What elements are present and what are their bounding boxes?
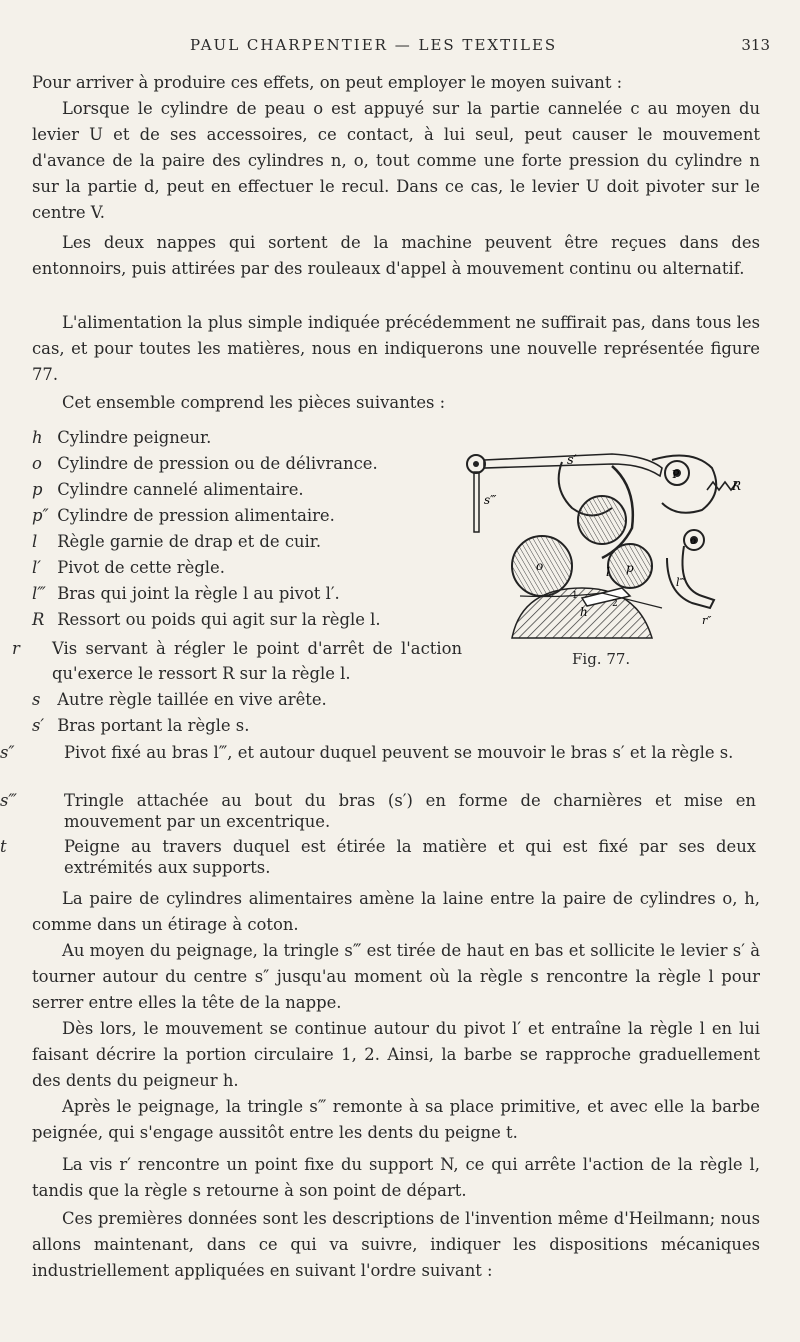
legend-item — [12, 636, 462, 686]
legend-symbol: s′ — [32, 716, 45, 735]
cylinder-upper — [578, 496, 626, 544]
legend-symbol: r — [12, 639, 20, 658]
fig-label-p-upper: P — [672, 468, 680, 481]
legend-symbol: p — [32, 480, 43, 499]
legend-item — [32, 610, 462, 629]
fig-label-l: l — [606, 565, 610, 579]
legend-item — [0, 742, 756, 763]
legend-symbol: R — [32, 610, 45, 629]
paragraph-intro: Pour arriver à produire ces effets, on peut employer le moyen suivant : — [32, 73, 623, 92]
legend-item — [32, 584, 462, 603]
legend-text: Cylindre cannelé alimentaire. — [57, 480, 304, 499]
legend-text: Cylindre de pression ou de délivrance. — [57, 454, 378, 473]
legend-text: Ressort ou poids qui agit sur la règle l. — [57, 610, 381, 629]
legend-text: Bras qui joint la règle l au pivot l′. — [57, 584, 340, 603]
paragraph-mouvement: Dès lors, le mouvement se continue autour du pivot l′ et entraîne la règle l en lui faisant décrire la portion circulaire 1, 2. Ainsi, la barbe se rapproche graduellement des dents du peigneur h. — [32, 1019, 760, 1090]
paragraph-ensemble: Cet ensemble comprend les pièces suivantes : — [62, 393, 446, 412]
page-header — [0, 36, 800, 60]
paragraph-cylindres-alimentaires: La paire de cylindres alimentaires amène la laine entre la paire de cylindres o, h, comme dans un étirage à coton. — [32, 889, 760, 934]
paragraph-nappes: Les deux nappes qui sortent de la machine peuvent être reçues dans des entonnoirs, puis attirées par des rouleaux d'appel à mouvement continu ou alternatif. — [32, 233, 760, 278]
figure-caption: Fig. 77. — [572, 650, 631, 668]
paragraph-apres-peignage: Après le peignage, la tringle s‴ remonte à sa place primitive, et avec elle la barbe peignée, qui s'engage aussitôt entre les dents du peigne t. — [32, 1097, 760, 1142]
legend-text: Peigne au travers duquel est étirée la matière et qui est fixé par ses deux extrémités aux supports. — [64, 837, 756, 877]
paragraph-vis: La vis r′ rencontre un point fixe du support N, ce qui arrête l'action de la règle l, tandis que la règle s retourne à son point de départ. — [32, 1155, 760, 1200]
legend-text: Autre règle taillée en vive arête. — [57, 690, 327, 709]
fig-label-r: r″ — [702, 614, 712, 627]
legend-symbol: s‴ — [0, 791, 17, 810]
fig-label-2: 2 — [612, 599, 618, 609]
legend-symbol: s″ — [0, 743, 15, 762]
legend-item — [32, 428, 462, 447]
legend-text: Pivot fixé au bras l‴, et autour duquel peuvent se mouvoir le bras s′ et la règle s. — [64, 743, 734, 762]
legend-text: Bras portant la règle s. — [57, 716, 250, 735]
legend-item — [32, 506, 462, 525]
legend-text: Cylindre de pression alimentaire. — [57, 506, 335, 525]
fig-label-s-prime: s′ — [567, 453, 577, 468]
legend-symbol: l′ — [32, 558, 41, 577]
legend-item — [0, 790, 756, 832]
legend-text: Cylindre peigneur. — [57, 428, 212, 447]
fig-label-s-triple: s‴ — [484, 493, 497, 507]
fig-label-l-triple: l‴ — [676, 576, 686, 589]
legend-item — [0, 836, 756, 878]
page-number: 313 — [741, 36, 770, 54]
legend-text: Pivot de cette règle. — [57, 558, 225, 577]
legend-text: Vis servant à régler le point d'arrêt de l'action qu'exerce le ressort R sur la règle l. — [52, 639, 462, 683]
legend-symbol: l‴ — [32, 584, 46, 603]
legend-item — [32, 454, 462, 473]
legend-item — [32, 558, 462, 577]
legend-symbol: l — [32, 532, 38, 551]
legend-symbol: t — [0, 837, 7, 856]
legend-item — [32, 480, 462, 499]
legend-item — [32, 690, 756, 709]
legend-item — [32, 716, 756, 735]
legend-text: Règle garnie de drap et de cuir. — [57, 532, 322, 551]
paragraph-cylindre: Lorsque le cylindre de peau o est appuyé sur la partie cannelée c au moyen du levier U et de ses accessoires, ce contact, à lui seul, peut causer le mouvement d'avance de la paire des cylindres n, o, tout comme une forte pression du cylindre n sur la partie d, peut en effectuer le recul. Dans ce cas, le levier U doit pivoter sur le centre V. — [32, 99, 760, 222]
paragraph-peignage: Au moyen du peignage, la tringle s‴ est tirée de haut en bas et sollicite le levier s′ à tourner autour du centre s″ jusqu'au moment où la règle s rencontre la règle l pour serrer entre elles la tête de la nappe. — [32, 941, 760, 1012]
legend-item — [32, 532, 462, 551]
running-head: PAUL CHARPENTIER — LES TEXTILES — [190, 36, 558, 54]
fig-label-o-small: o — [690, 536, 697, 547]
legend-symbol: h — [32, 428, 43, 447]
legend-symbol: o — [32, 454, 42, 473]
figure-77-diagram — [462, 448, 762, 678]
paragraph-alimentation: L'alimentation la plus simple indiquée précédemment ne suffirait pas, dans tous les cas, et pour toutes les matières, nous en indiquerons une nouvelle représentée figure 77. — [32, 313, 760, 384]
tringle-rod — [474, 472, 479, 532]
legend-symbol: p″ — [32, 506, 49, 525]
fig-label-p: p — [626, 561, 634, 575]
legend-symbol: s — [32, 690, 41, 709]
fig-label-h: h — [580, 605, 588, 619]
paragraph-donnees: Ces premières données sont les descriptions de l'invention même d'Heilmann; nous allons maintenant, dans ce qui va suivre, indiquer les dispositions mécaniques industriellement appliquées en suivant l'ordre suivant : — [32, 1209, 760, 1280]
fig-label-1: 1 — [572, 591, 578, 601]
fig-label-o: o — [536, 559, 544, 573]
legend-text: Tringle attachée au bout du bras (s′) en forme de charnières et mise en mouvement par un excentrique. — [64, 791, 756, 831]
fig-label-r-upper: R — [732, 479, 742, 493]
